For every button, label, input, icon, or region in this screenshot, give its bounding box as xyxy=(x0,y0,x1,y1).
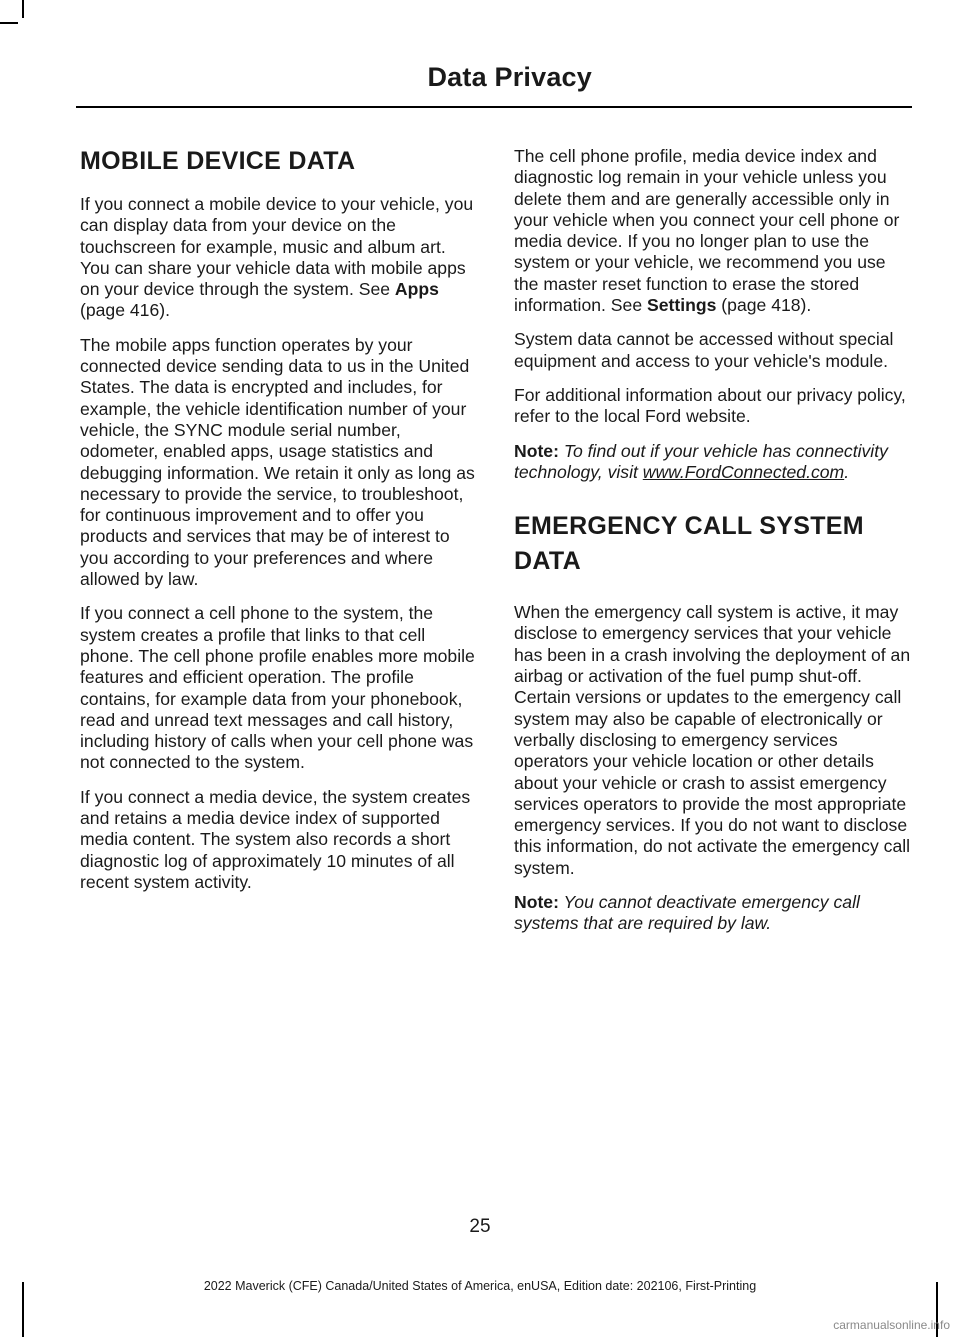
heading-line-1: EMERGENCY CALL SYSTEM xyxy=(514,512,864,541)
note-text: To find out if your vehicle has connectivity technology, visit xyxy=(514,440,888,482)
crop-mark-top-left-vertical xyxy=(22,0,24,18)
paragraph-system-data-access: System data cannot be accessed without special equipment and access to your vehicle's module. xyxy=(514,329,894,371)
note-label: Note: xyxy=(514,440,559,461)
note-text: You cannot deactivate emergency call systems that are required by law. xyxy=(514,892,860,934)
paragraph-profile-retention xyxy=(514,146,912,316)
paragraph-privacy-policy: For additional information about our privacy policy, refer to the local Ford website. xyxy=(514,384,906,427)
header-rule xyxy=(76,106,912,108)
paragraph-mobile-connect xyxy=(80,194,476,322)
page-reference: (page 418). xyxy=(716,295,812,316)
right-column xyxy=(514,146,912,948)
paragraph-media-device: If you connect a media device, the system creates and retains a media device index of supported media content. The system also records a short diagnostic log of approximately 10 minutes of all recent system activity. xyxy=(80,786,471,892)
page-number: 25 xyxy=(469,1216,491,1237)
page-header-title: Data Privacy xyxy=(427,62,592,92)
cross-reference-settings[interactable]: Settings xyxy=(647,295,717,316)
heading-line-2: DATA xyxy=(514,546,581,575)
footer-edition-info: 2022 Maverick (CFE) Canada/United States of America, enUSA, Edition date: 202106, First-Printing xyxy=(203,1279,757,1293)
paragraph-text: The cell phone profile, media device index and diagnostic log remain in your vehicle unless you delete them and are generally accessible only in your vehicle when you connect your cell phone or media device. If you no longer plan to use the system or your vehicle, we recommend you use the master reset function to erase the stored information. See xyxy=(514,146,900,316)
section-heading-emergency-call-system-data xyxy=(514,509,912,578)
paragraph-cell-phone-profile: If you connect a cell phone to the system, the system creates a profile that links to that cell phone. The cell phone profile enables more mobile features and efficient operation. The profile contains, for example data from your phonebook, read and unread text messages and call history, including history of calls when your cell phone was not connected to the system. xyxy=(80,603,475,773)
paragraph-mobile-apps: The mobile apps function operates by your connected device sending data to us in the United States. The data is encrypted and includes, for example, the vehicle identification number of your vehicle, the SYNC module serial number, odometer, enabled apps, usage statistics and debugging information. We retain it only as long as necessary to provide the service, to troubleshoot, for continuous improvement and to offer you products and services that may be of interest to you according to your preferences and where allowed by law. xyxy=(80,334,475,590)
note-label: Note: xyxy=(514,892,559,913)
crop-mark-top-left-horizontal xyxy=(0,22,18,24)
left-column xyxy=(80,146,476,906)
page-reference: (page 416). xyxy=(80,300,170,321)
section-heading-mobile-device-data: MOBILE DEVICE DATA xyxy=(80,147,356,175)
watermark: carmanualsonline.info xyxy=(833,1318,950,1332)
note-end: . xyxy=(844,461,850,482)
paragraph-text: If you connect a mobile device to your vehicle, you can display data from your device on the touchscreen for example, music and album art. You can share your vehicle data with mobile apps on your device through the system. See xyxy=(80,194,474,300)
note-connectivity xyxy=(514,441,912,484)
note-emergency-deactivate xyxy=(514,892,912,935)
cross-reference-apps[interactable]: Apps xyxy=(394,279,439,300)
paragraph-emergency-call: When the emergency call system is active, it may disclose to emergency services that your vehicle has been in a crash involving the deployment of an airbag or activation of the fuel pump shut-off. Certain versions or updates to the emergency call system may also be capable of electronically or verbally disclosing to emergency services operators your vehicle location or other details about your vehicle or crash to assist emergency services operators to provide the most appropriate emergency services. If you do not want to disclose this information, do not activate the emergency call system. xyxy=(514,602,911,878)
ford-connected-link[interactable]: www.FordConnected.com xyxy=(642,461,845,482)
